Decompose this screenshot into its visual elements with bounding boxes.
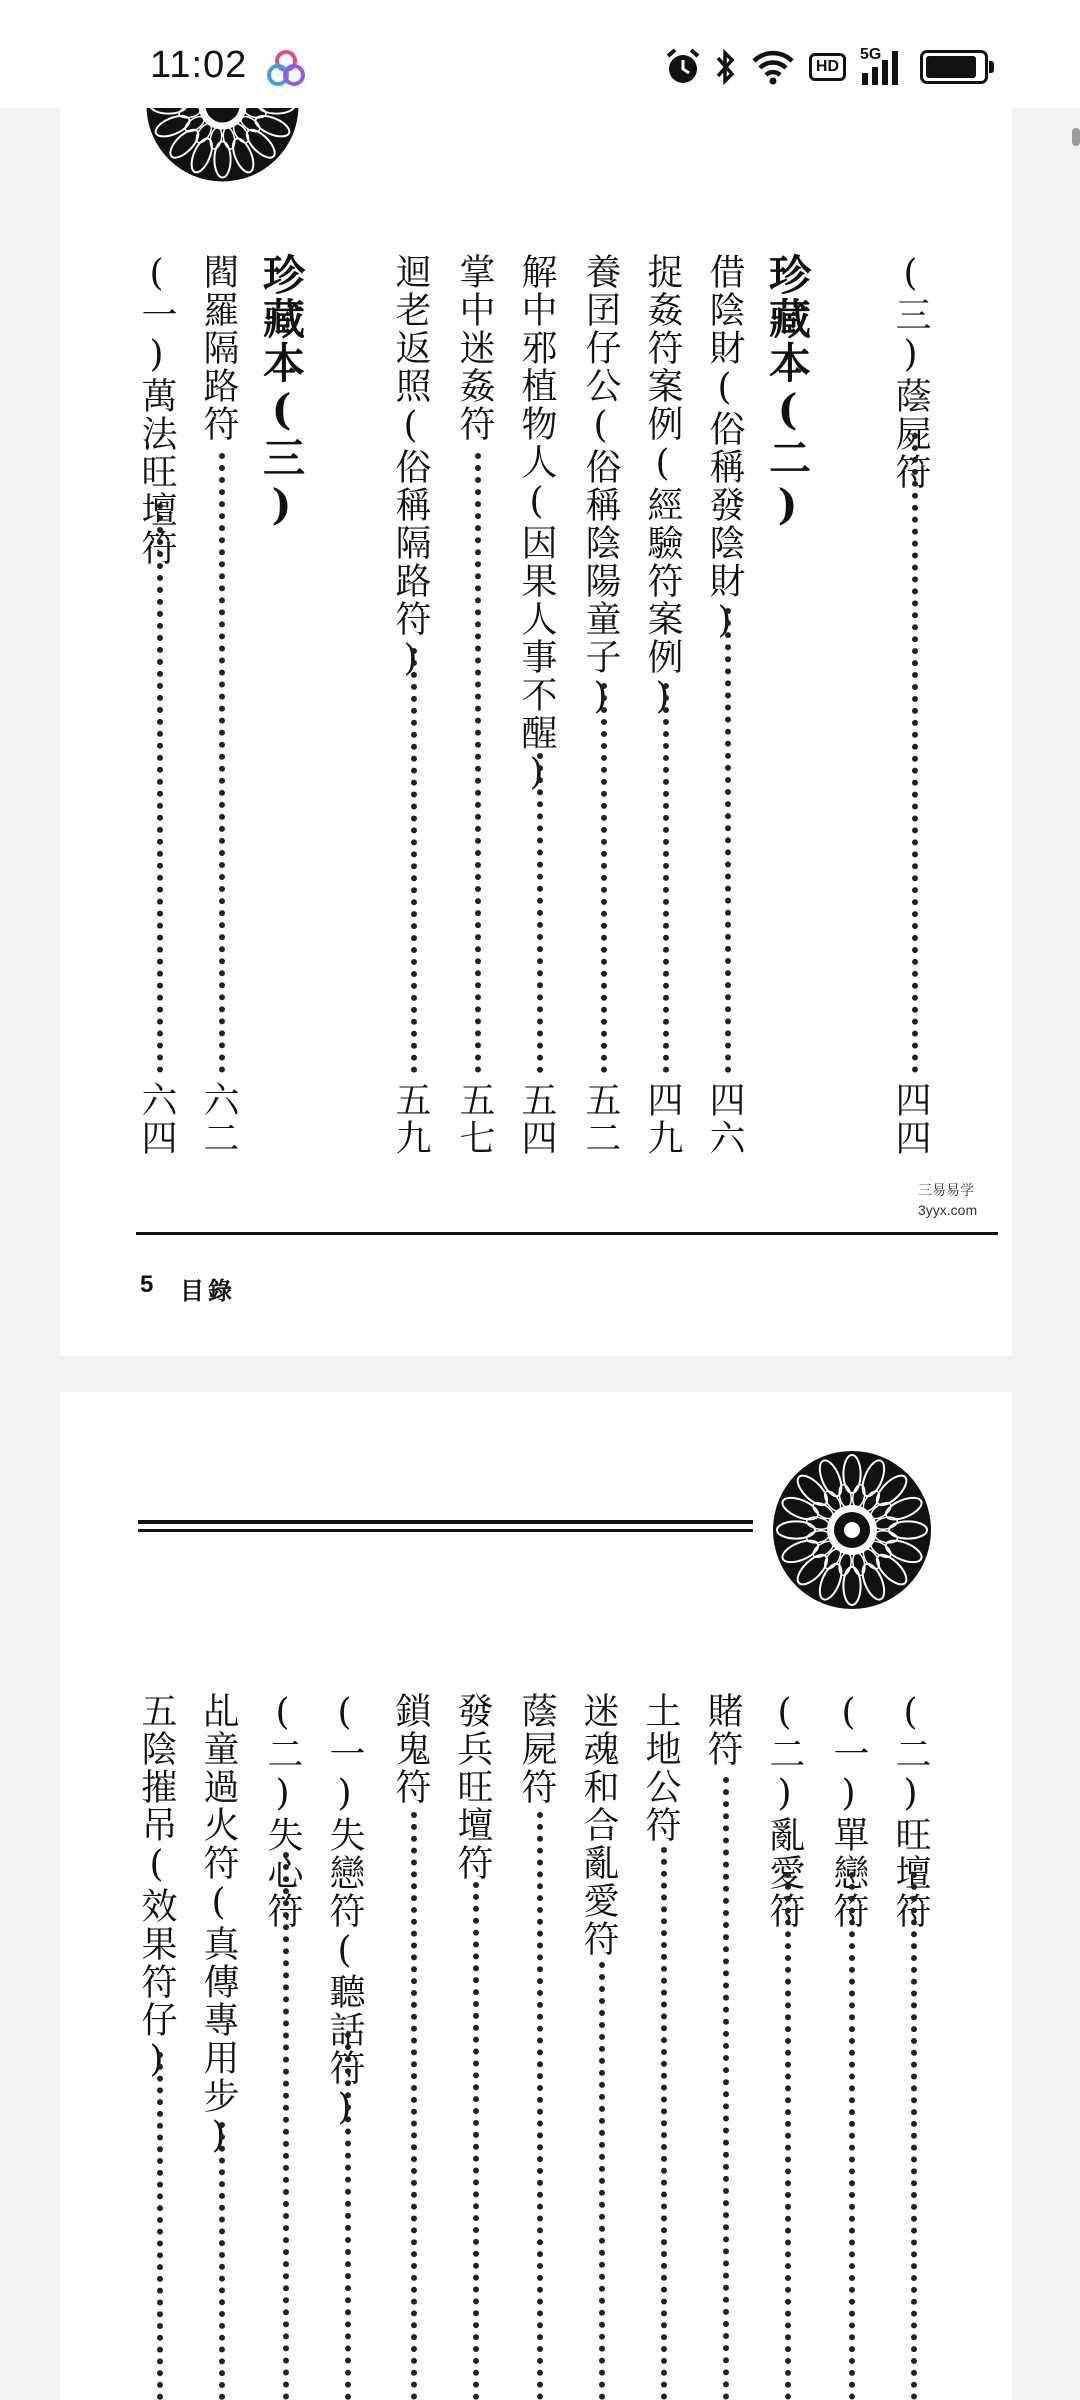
scrollbar-thumb[interactable] xyxy=(1072,128,1080,146)
toc-page-number: 四九 xyxy=(642,1081,683,1157)
book-page-6[interactable] xyxy=(60,1392,1012,2400)
page-footer-title: 目錄 xyxy=(180,1276,236,1305)
toc-entry-title[interactable]: 賭符 xyxy=(702,1692,743,1768)
toc-entry-title[interactable]: 閻羅隔路符 xyxy=(198,253,239,443)
watermark-line: 三易易学 xyxy=(918,1182,974,1198)
toc-page-number: 五七 xyxy=(454,1081,495,1157)
toc-leader-dots xyxy=(473,1882,479,2400)
toc-entry-title[interactable]: (二)失心符 xyxy=(262,1692,303,1930)
toc-entry-title[interactable]: 五陰摧吊(效果符仔) xyxy=(136,1692,177,2082)
toc-entry-title[interactable]: 發兵旺壇符 xyxy=(452,1692,493,1882)
toc-section-heading: 珍藏本(三) xyxy=(257,253,306,531)
toc-entry-title[interactable]: 掌中迷姦符 xyxy=(454,253,495,443)
toc-entry-title[interactable]: 乩童過火符(真傳專用步) xyxy=(198,1692,239,2158)
toc-entry-title[interactable]: 捉姦符案例(經驗符案例) xyxy=(642,253,683,719)
toc-entry-title[interactable]: 借陰財(俗稱發陰財) xyxy=(704,253,745,643)
toc-entry-title[interactable]: 土地公符 xyxy=(640,1692,681,1844)
toc-entry-title[interactable]: (三)蔭屍符 xyxy=(890,253,931,491)
battery-level-fill xyxy=(926,56,976,78)
toc-leader-dots xyxy=(219,453,225,1073)
bluetooth-icon xyxy=(715,48,737,86)
toc-entry-title[interactable]: (一)失戀符(聽話符) xyxy=(324,1692,365,2130)
toc-leader-dots xyxy=(663,683,669,1073)
watermark xyxy=(918,1180,977,1220)
toc-entry-title[interactable]: 迴老返照(俗稱隔路符) xyxy=(390,253,431,681)
toc-leader-dots xyxy=(599,1962,605,2400)
wifi-icon xyxy=(751,49,795,85)
toc-leader-dots xyxy=(911,1872,917,2400)
signal-5g-icon xyxy=(860,47,906,87)
toc-leader-dots xyxy=(345,2032,351,2400)
toc-entry-title[interactable]: (一)單戀符 xyxy=(828,1692,869,1930)
toc-section-heading: 珍藏本(二) xyxy=(763,253,812,531)
status-icons xyxy=(665,44,988,90)
toc-leader-dots xyxy=(411,648,417,1073)
toc-leader-dots xyxy=(157,2052,163,2400)
toc-entry-title[interactable]: (二)亂愛符 xyxy=(764,1692,805,1930)
network-label: 5G xyxy=(860,46,882,63)
status-bar xyxy=(0,0,1080,108)
toc-leader-dots xyxy=(661,1847,667,2400)
toc-leader-dots xyxy=(537,753,543,1073)
toc-leader-dots xyxy=(283,1852,289,2400)
toc-page-number: 四六 xyxy=(704,1081,745,1157)
toc-leader-dots xyxy=(537,1812,543,2400)
toc-entry-title[interactable]: 蔭屍符 xyxy=(516,1692,557,1806)
footer-rule xyxy=(136,1232,998,1235)
toc-entry-title[interactable]: (二)旺壇符 xyxy=(890,1692,931,1930)
toc-page-number: 六四 xyxy=(136,1081,177,1157)
watermark-line: 3yyx.com xyxy=(918,1202,978,1218)
toc-leader-dots xyxy=(912,433,918,1073)
status-time: 11:02 xyxy=(150,44,248,86)
toc-leader-dots xyxy=(785,1872,791,2400)
hd-icon: HD xyxy=(809,53,846,81)
toc-page-number: 五九 xyxy=(390,1081,431,1157)
battery-icon xyxy=(920,50,988,84)
toc-leader-dots xyxy=(725,608,731,1073)
toc-entry-title[interactable]: 解中邪植物人(因果人事不醒) xyxy=(516,253,557,795)
lotus-medallion-icon xyxy=(145,108,300,183)
book-page-5[interactable] xyxy=(60,108,1012,1356)
app-cluster-icon xyxy=(265,48,307,90)
toc-page-number: 四四 xyxy=(890,1081,931,1157)
alarm-icon xyxy=(665,47,701,87)
header-double-rule xyxy=(138,1520,753,1534)
toc-leader-dots xyxy=(411,1812,417,2400)
toc-page-number: 六二 xyxy=(198,1081,239,1157)
toc-leader-dots xyxy=(219,2122,225,2400)
toc-page-number: 五四 xyxy=(516,1081,557,1157)
toc-entry-title[interactable]: 鎖鬼符 xyxy=(390,1692,431,1806)
toc-leader-dots xyxy=(475,453,481,1073)
lotus-medallion-icon xyxy=(772,1450,932,1610)
toc-leader-dots xyxy=(723,1777,729,2400)
toc-leader-dots xyxy=(601,683,607,1073)
toc-entry-title[interactable]: 養囝仔公(俗稱陰陽童子) xyxy=(580,253,621,719)
toc-entry-title[interactable]: (一)萬法旺壇符 xyxy=(136,253,177,567)
toc-entry-title[interactable]: 迷魂和合亂愛符 xyxy=(578,1692,619,1958)
toc-leader-dots xyxy=(849,1872,855,2400)
toc-page-number: 五二 xyxy=(580,1081,621,1157)
page-number: 5 xyxy=(140,1271,154,1298)
toc-leader-dots xyxy=(157,503,163,1073)
